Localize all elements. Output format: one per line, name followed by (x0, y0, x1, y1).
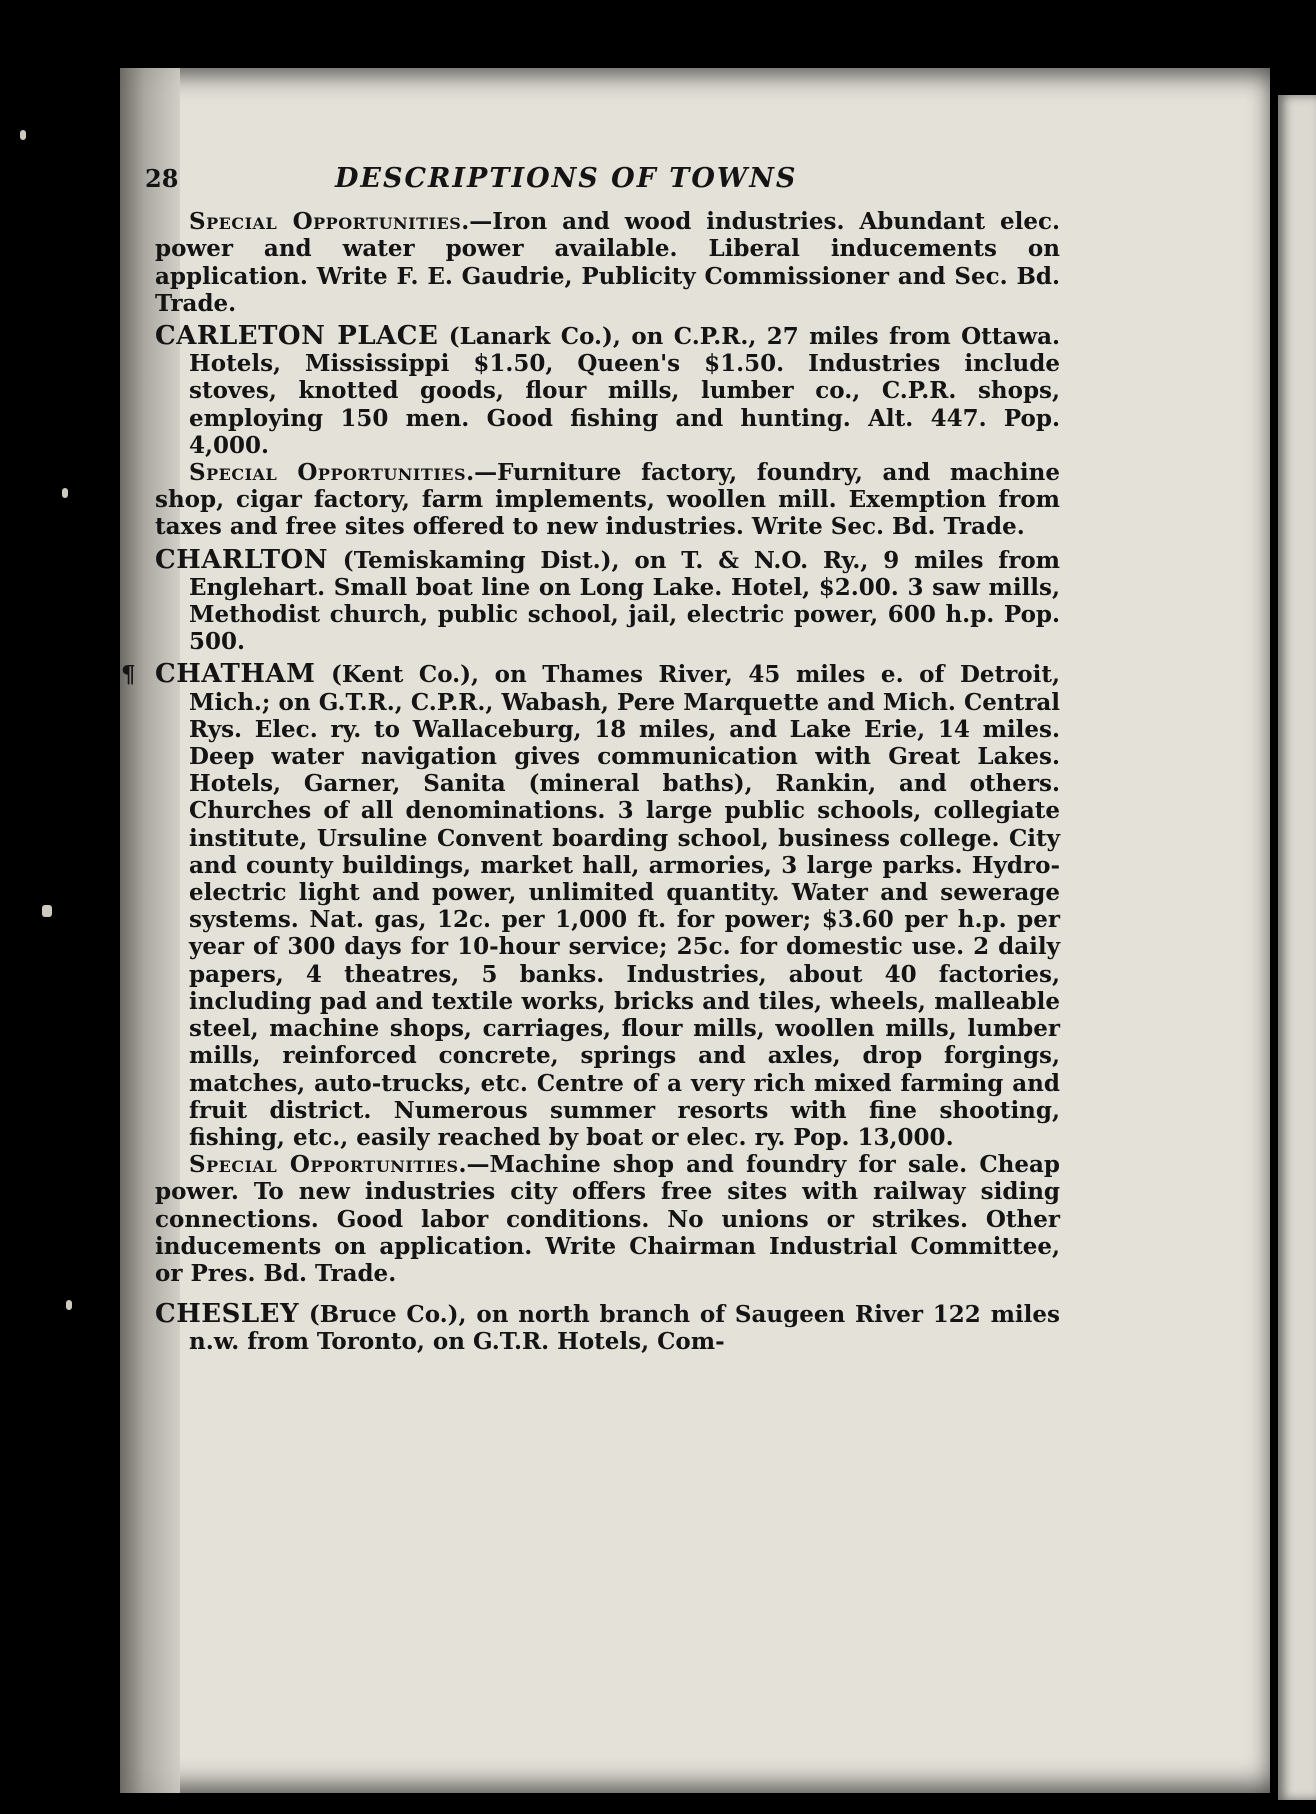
entry-text: (Kent Co.), on Thames River, 45 miles e. of Detroit, Mich.; on G.T.R., C.P.R., Wabash, Pere Marquette and Mich. Central Rys. Elec. ry. to Wallaceburg, 18 miles, and Lake Erie, 14 miles. Deep water navigation gives communication with Great Lakes. Hotels, Garner, Sanita (mineral baths), Rankin, and others. Churches of all denominations. 3 large public schools, collegiate institute, Ursuline Convent boarding school, business college. City and county buildings, market hall, armories, 3 large parks. Hydro-electric light and power, unlimited quantity. Water and sewerage systems. Nat. gas, 12c. per 1,000 ft. for power; $3.60 per h.p. per year of 300 days for 10-hour service; 25c. for domestic use. 2 daily papers, 4 theatres, 5 banks. Industries, about 40 factories, including pad and textile works, bricks and tiles, wheels, malleable steel, machine shops, carriages, flour mills, woollen mills, lumber mills, reinforced concrete, springs and axles, drop forgings, matches, auto-trucks, etc. Centre of a very rich mixed farming and fruit district. Numerous summer resorts with fine shooting, fishing, etc., easily reached by boat or elec. ry. Pop. 13,000. (189, 661, 1060, 1151)
town-name: CHESLEY (155, 1299, 300, 1330)
town-entry-chesley (155, 1301, 1060, 1355)
town-entry-carleton-place (155, 323, 1060, 459)
special-opportunities-label: Special Opportunities (189, 208, 462, 236)
scan-speck (66, 1300, 72, 1310)
town-entry-chatham (155, 661, 1060, 1151)
running-head: DESCRIPTIONS OF TOWNS (335, 163, 798, 194)
entry-text: (Temiskaming Dist.), on T. & N.O. Ry., 9 miles from Englehart. Small boat line on Long Lake. Hotel, $2.00. 3 saw mills, Methodist church, public school, jail, electric power, 600 h.p. Pop. 500. (189, 546, 1060, 656)
special-opportunities-label: Special Opportunities (189, 459, 467, 487)
paragraph-text: .—Furniture factory, foundry, and machine shop, cigar factory, farm implements, woollen mill. Exemption from taxes and free sites offered to new industries. Write Sec. Bd. Trade. (155, 459, 1060, 541)
entry-text: (Lanark Co.), on C.P.R., 27 miles from Ottawa. Hotels, Mississippi $1.50, Queen's $1.50. Industries include stoves, knotted goods, flour mills, lumber co., C.P.R. shops, employing 150 men. Good fishing and hunting. Alt. 447. Pop. 4,000. (189, 323, 1060, 459)
town-name: CHARLTON (155, 544, 328, 575)
facing-page-edge (1278, 95, 1316, 1800)
special-opportunities-label: Special Opportunities (189, 1151, 459, 1179)
special-opportunities-paragraph (155, 1151, 1060, 1287)
paragraph-text: .—Machine shop and foundry for sale. Cheap power. To new industries city offers free sites with railway siding connections. Good labor conditions. No unions or strikes. Other inducements on application. Write Chairman Industrial Committee, or Pres. Bd. Trade. (155, 1151, 1060, 1287)
scan-speck (42, 905, 52, 917)
town-name: CARLETON PLACE (155, 321, 439, 352)
page-header (145, 165, 1060, 192)
page-content (145, 163, 1060, 1356)
page-number: 28 (145, 164, 179, 193)
scan-speck (62, 488, 68, 498)
entry-text: (Bruce Co.), on north branch of Saugeen River 122 miles n.w. from Toronto, on G.T.R. Hotels, Com- (189, 1301, 1060, 1356)
scan-speck (20, 130, 26, 140)
town-entry-charlton (155, 544, 1060, 656)
special-opportunities-paragraph (155, 459, 1060, 541)
town-name: CHATHAM (155, 659, 316, 690)
special-opportunities-paragraph (155, 208, 1060, 317)
paragraph-text: .—Iron and wood industries. Abundant elec. power and water power available. Liberal inducements on application. Write F. E. Gaudrie, Publicity Commissioner and Sec. Bd. Trade. (155, 208, 1060, 317)
